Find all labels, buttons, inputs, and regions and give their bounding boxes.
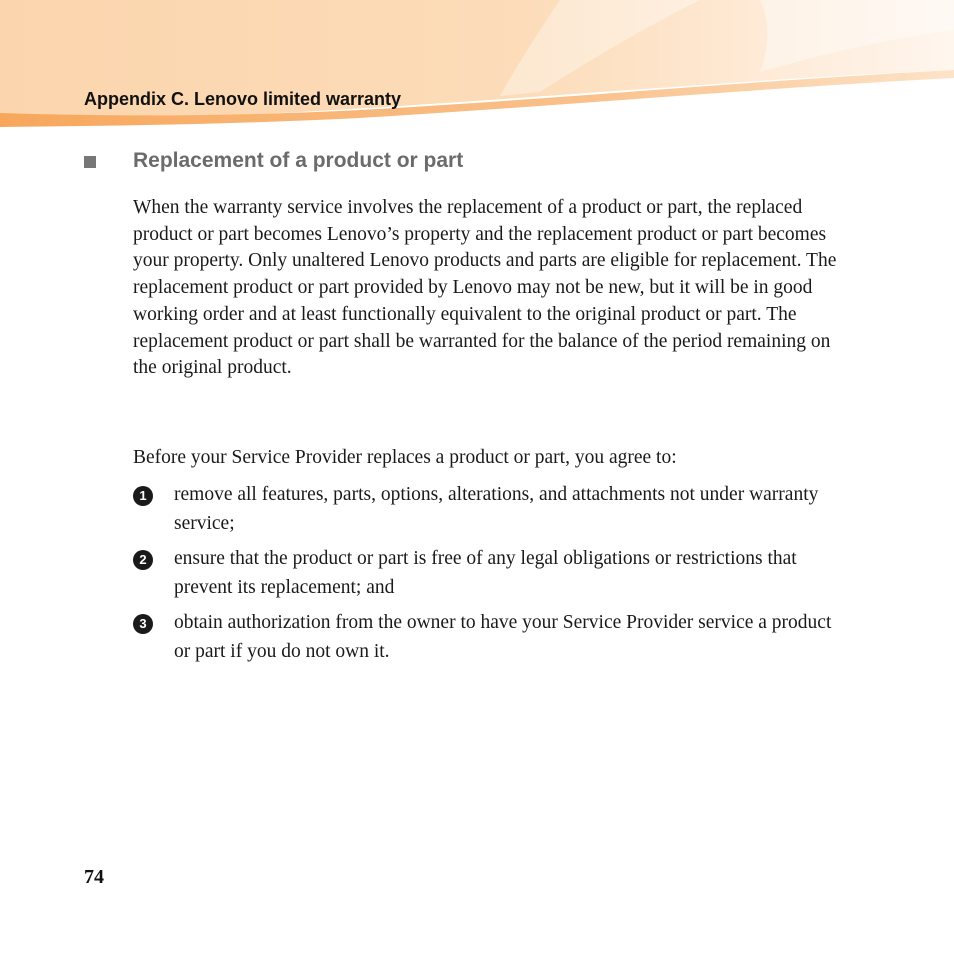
list-item-text: obtain authorization from the owner to have your Service Provider service a product or part if you do not own it. xyxy=(174,612,832,662)
section-heading xyxy=(84,149,463,173)
page-number: 74 xyxy=(84,866,104,888)
list-item xyxy=(133,481,843,538)
agreement-list xyxy=(133,481,843,673)
header-decorative-band xyxy=(0,0,954,132)
square-bullet-icon xyxy=(84,156,96,168)
number-2-icon: 2 xyxy=(133,550,153,570)
list-item xyxy=(133,609,843,666)
list-item-text: ensure that the product or part is free of any legal obligations or restrictions that prevent its replacement; and xyxy=(174,548,797,598)
list-item-text: remove all features, parts, options, alterations, and attachments not under warranty service; xyxy=(174,484,819,534)
list-item xyxy=(133,545,843,602)
section-title: Replacement of a product or part xyxy=(133,149,464,172)
intro-paragraph: Before your Service Provider replaces a product or part, you agree to: xyxy=(133,447,677,468)
number-3-icon: 3 xyxy=(133,614,153,634)
number-1-icon: 1 xyxy=(133,486,153,506)
chapter-title: Appendix C. Lenovo limited warranty xyxy=(84,89,402,109)
body-paragraph: When the warranty service involves the replacement of a product or part, the replaced product or part becomes Lenovo’s property and the replacement product or part becomes your property. Only unaltered Lenovo products and parts are eligible for replacement. The replacement product or part provided by Lenovo may not be new, but it will be in good working order and at least functionally equivalent to the original product or part. The replacement product or part shall be warranted for the balance of the period remaining on the original product. xyxy=(133,197,837,379)
